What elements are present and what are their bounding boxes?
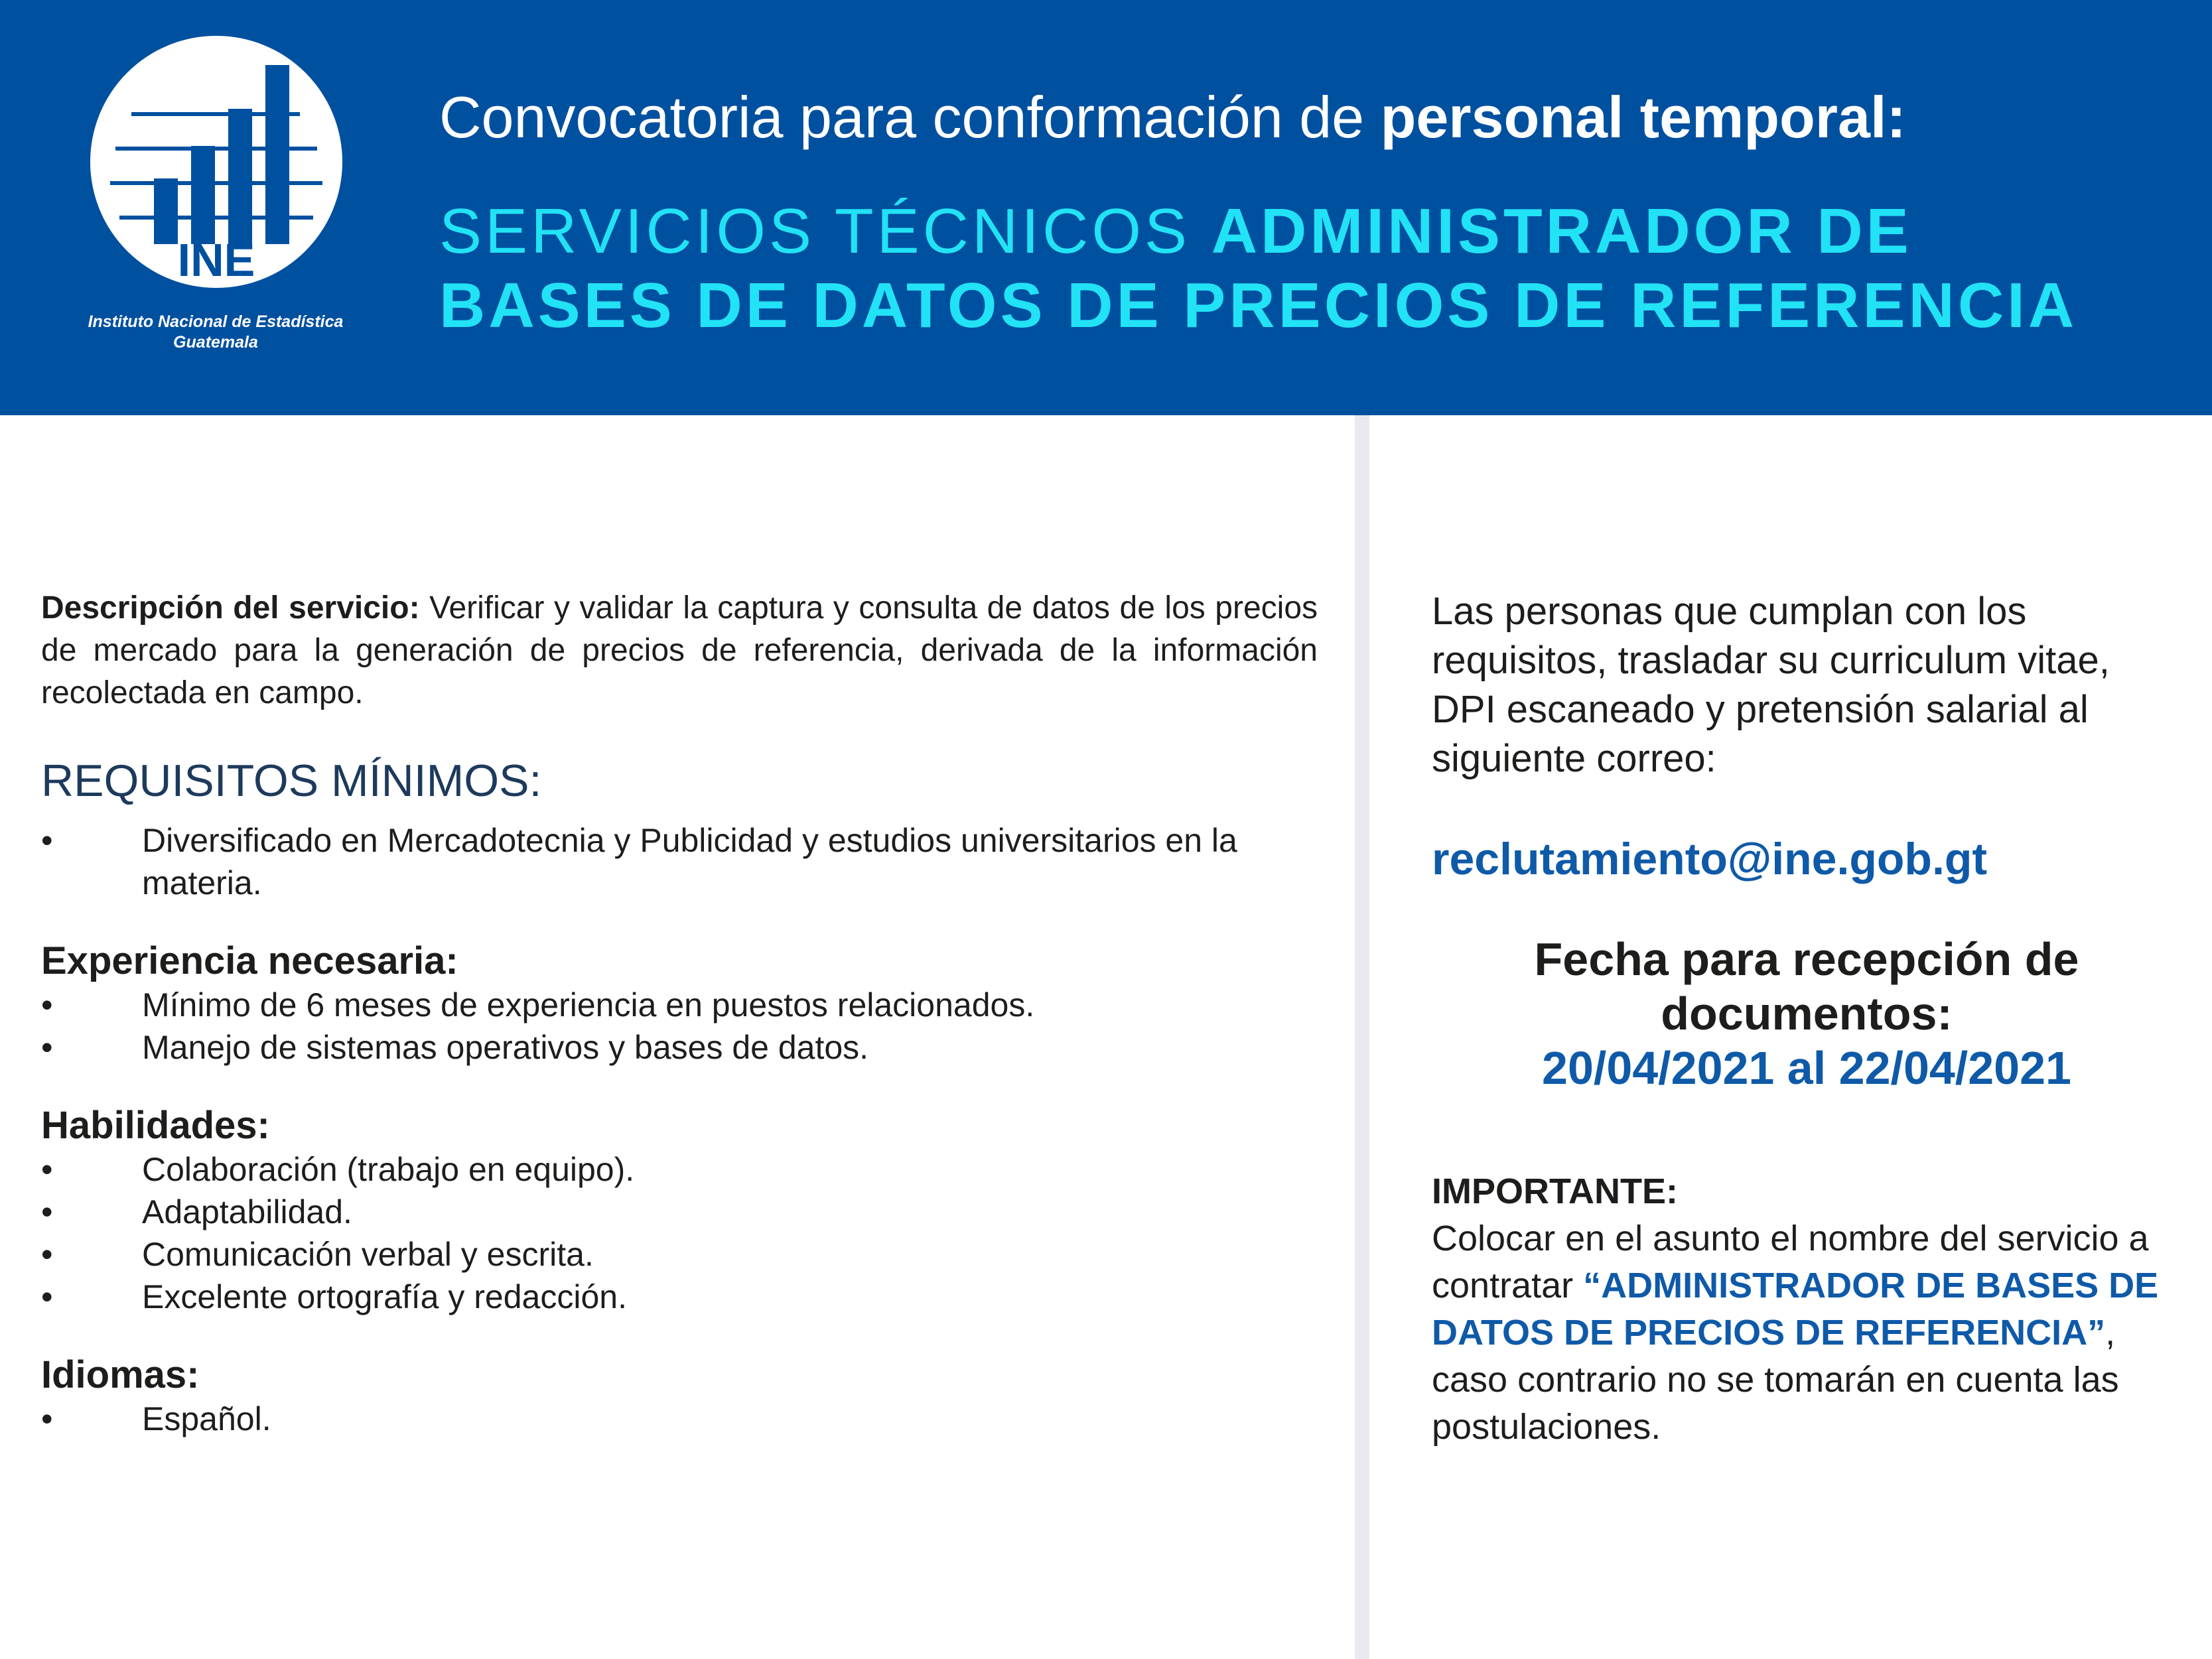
recruitment-email-link[interactable]: reclutamiento@ine.gob.gt [1432,834,1988,884]
ine-logo [90,36,342,288]
right-column [1432,587,2181,1451]
list-item [41,819,1318,904]
application-instructions: Las personas que cumplan con los requisitos, trasladar su curriculum vitae, DPI escaneado y pretensión salarial al siguiente correo: [1432,590,2110,780]
list-item [41,1276,1318,1318]
experiencia-list [41,984,1318,1069]
header-subtitle-bold: personal temporal: [1380,84,1906,150]
habilidades-list [41,1148,1318,1318]
header-title-bold-2: BASES DE DATOS DE PRECIOS DE REFERENCIA [439,270,2078,341]
list-item-text: Diversificado en Mercadotecnia y Publicidad y estudios universitarios en la materia. [142,822,1237,901]
bullet: • [41,1151,53,1188]
requisitos-list [41,819,1318,904]
habilidades-title: Habilidades: [41,1104,270,1147]
bullet: • [41,1193,53,1230]
experiencia-title: Experiencia necesaria: [41,939,458,982]
service-description [41,587,1318,714]
idiomas-title: Idiomas: [41,1353,200,1396]
left-column [41,587,1318,1440]
important-title: IMPORTANTE: [1432,1171,1678,1211]
important-text-2: , caso contrario no se tomarán en cuenta las postulaciones. [1432,1313,2119,1447]
logo-ine-text: INE [177,234,255,286]
important-note [1432,1168,2181,1451]
list-item-text: Manejo de sistemas operativos y bases de datos. [142,1029,869,1066]
header-subtitle-regular: Convocatoria para conformación de [439,84,1381,150]
bullet: • [41,1029,53,1066]
list-item-text: Comunicación verbal y escrita. [142,1236,594,1273]
reception-dates-value: 20/04/2021 al 22/04/2021 [1542,1042,2071,1094]
bullet: • [41,1400,53,1437]
list-item [41,1148,1318,1191]
header-banner [0,0,2212,415]
logo-caption-institution: Instituto Nacional de Estadística [88,312,344,331]
idiomas-list [41,1398,1318,1440]
description-label: Descripción del servicio: [41,590,420,626]
header-title-bold-1: ADMINISTRADOR DE [1211,196,1912,267]
bullet: • [41,1236,53,1273]
important-highlight: “ADMINISTRADOR DE BASES DE DATOS DE PRECIOS DE REFERENCIA” [1432,1266,2159,1353]
bullet: • [41,986,53,1024]
description-text: Verificar y validar la captura y consulta de datos de los precios de mercado para la generación de precios de referencia, derivada de la información recolectada en campo. [41,590,1318,710]
important-text-1: Colocar en el asunto el nombre del servicio a contratar [1432,1219,2149,1305]
bar-chart-logo-icon [90,36,342,288]
header-title [439,194,2177,343]
header-subtitle [439,81,2164,154]
logo-caption-country: Guatemala [173,333,258,352]
list-item-text: Adaptabilidad. [142,1193,352,1230]
list-item [41,1026,1318,1069]
header-title-regular: SERVICIOS TÉCNICOS [439,196,1211,267]
list-item-text: Mínimo de 6 meses de experiencia en puestos relacionados. [142,986,1035,1024]
reception-dates [1432,932,2181,1095]
column-divider [1355,415,1369,1659]
bullet: • [41,1278,53,1315]
reception-dates-label: Fecha para recepción de documentos: [1534,933,2079,1039]
list-item-text: Excelente ortografía y redacción. [142,1278,627,1315]
logo-caption [40,312,391,353]
bullet: • [41,822,53,859]
list-item [41,1191,1318,1233]
requisitos-title: REQUISITOS MÍNIMOS: [41,756,542,806]
list-item [41,984,1318,1026]
list-item-text: Español. [142,1400,271,1437]
list-item [41,1233,1318,1276]
list-item [41,1398,1318,1440]
list-item-text: Colaboración (trabajo en equipo). [142,1151,635,1188]
